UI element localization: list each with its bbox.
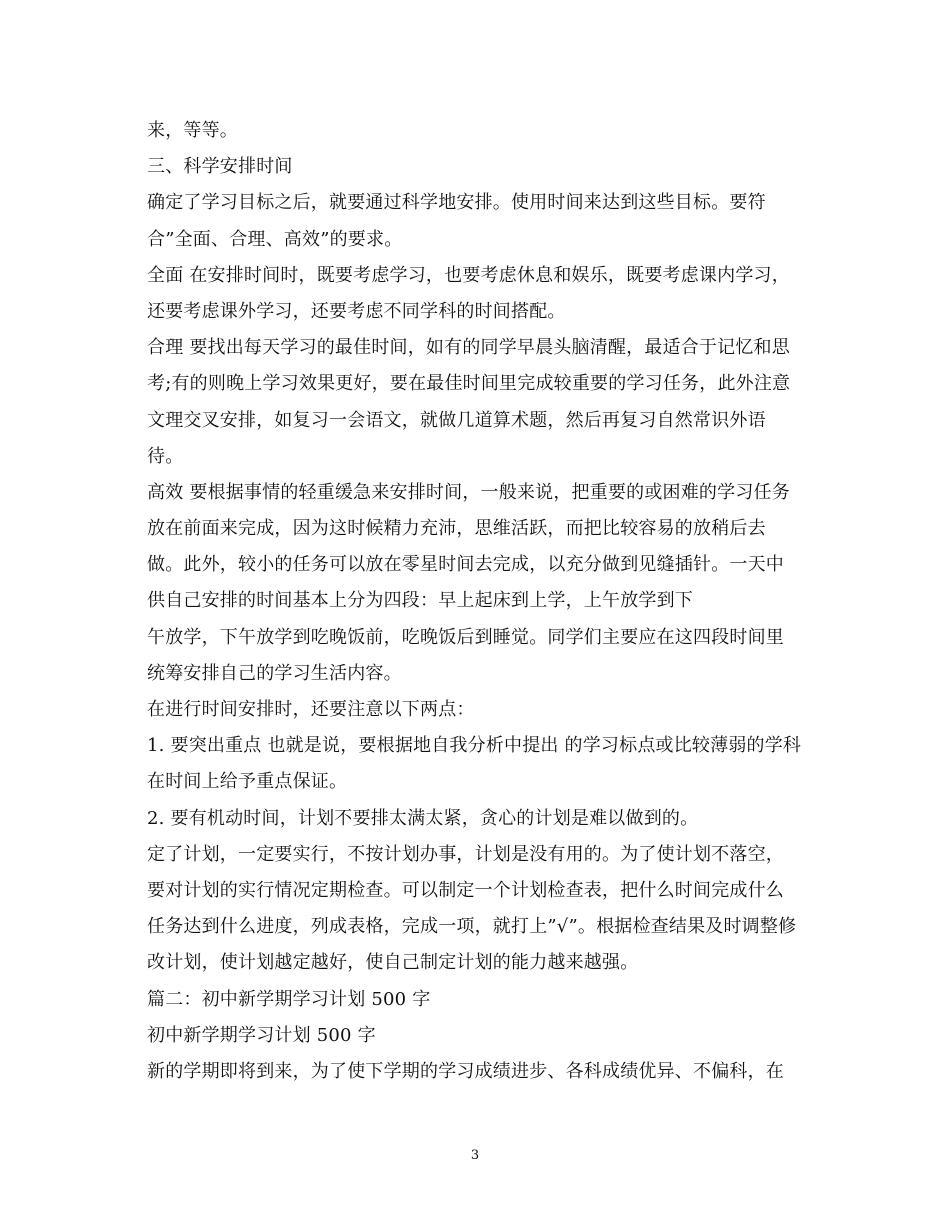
text-line: 新的学期即将到来，为了使下学期的学习成绩进步、各科成绩优异、不偏科，在 — [147, 1060, 784, 1082]
text-line: 在进行时间安排时，还要注意以下两点： — [147, 699, 475, 720]
article-heading: 篇二：初中新学期学习计划 500 字 — [147, 988, 431, 1010]
text-line: 合”全面、合理、高效”的要求。 — [147, 228, 403, 250]
text-line: 合理 要找出每天学习的最佳时间，如有的同学早晨头脑清醒，最适合于记忆和思 — [147, 337, 790, 359]
text-line: 任务达到什么进度，列成表格，完成一项，就打上”√”。根据检查结果及时调整修 — [147, 916, 797, 938]
section-heading: 三、科学安排时间 — [147, 156, 293, 178]
text-line: 统筹安排自己的学习生活内容。 — [147, 662, 402, 684]
list-item: 2. 要有机动时间，计划不要排太满太紧，贪心的计划是难以做到的。 — [147, 807, 699, 829]
text-line: 待。 — [147, 445, 184, 467]
text-line: 考;有的则晚上学习效果更好，要在最佳时间里完成较重要的学习任务，此外注意 — [147, 373, 791, 395]
text-line: 高效 要根据事情的轻重缓急来安排时间，一般来说，把重要的或困难的学习任务 — [147, 481, 790, 503]
text-line: 供自己安排的时间基本上分为四段：早上起床到上学，上午放学到下 — [147, 590, 693, 612]
text-line: 还要考虑课外学习，还要考虑不同学科的时间搭配。 — [147, 300, 566, 322]
text-line: 改计划，使计划越定越好，使自己制定计划的能力越来越强。 — [147, 952, 639, 974]
text-line: 在时间上给予重点保证。 — [147, 771, 348, 793]
text-line: 定了计划，一定要实行，不按计划办事，计划是没有用的。为了使计划不落空， — [147, 843, 784, 865]
page-number: 3 — [470, 1148, 480, 1163]
article-title: 初中新学期学习计划 500 字 — [147, 1024, 376, 1046]
text-line: 全面 在安排时间时，既要考虑学习，也要考虑休息和娱乐，既要考虑课内学习， — [147, 264, 790, 286]
text-line: 来，等等。 — [147, 120, 238, 141]
text-line: 确定了学习目标之后，就要通过科学地安排。使用时间来达到这些目标。要符 — [147, 192, 766, 214]
body-text — [147, 113, 817, 1090]
text-line: 放在前面来完成，因为这时候精力充沛，思维活跃，而把比较容易的放稍后去 — [147, 518, 766, 540]
list-item: 1. 要突出重点 也就是说，要根据地自我分析中提出 的学习标点或比较薄弱的学科 — [147, 735, 802, 757]
text-line: 午放学，下午放学到吃晚饭前，吃晚饭后到睡觉。同学们主要应在这四段时间里 — [147, 626, 784, 648]
text-line: 要对计划的实行情况定期检查。可以制定一个计划检查表，把什么时间完成什么 — [147, 879, 784, 901]
text-line: 文理交叉安排，如复习一会语文，就做几道算术题，然后再复习自然常识外语 — [147, 409, 766, 431]
text-line: 做。此外，较小的任务可以放在零星时间去完成，以充分做到见缝插针。一天中 — [147, 554, 784, 576]
